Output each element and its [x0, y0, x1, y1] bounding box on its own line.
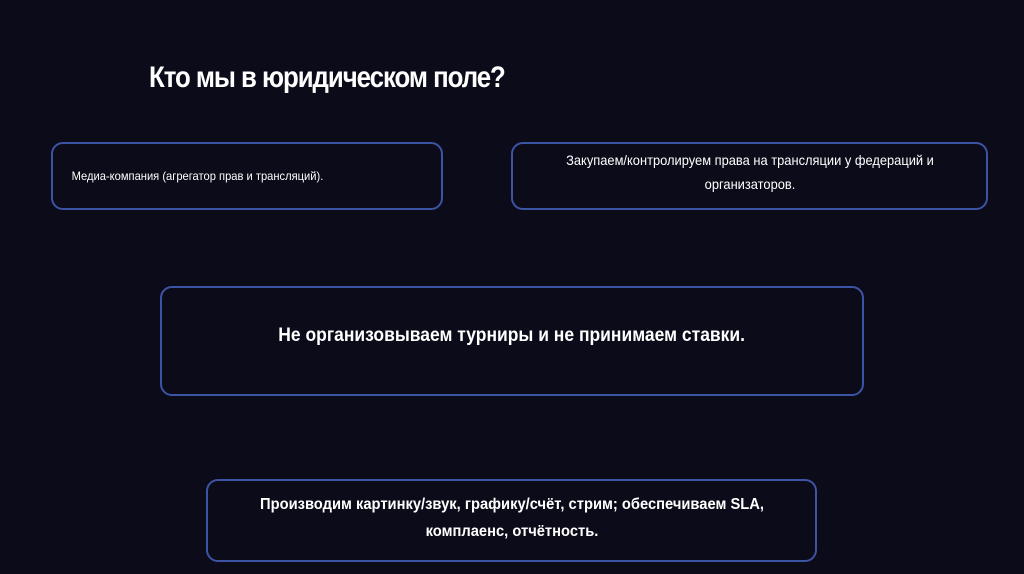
info-box-production-services [206, 479, 817, 562]
slide-title: Кто мы в юридическом поле? [149, 61, 505, 94]
info-box-no-tournaments-bets [160, 286, 864, 396]
info-box-text: Производим картинку/звук, графику/счёт, стрим; обеспечиваем SLA, комплаенс, отчётность. [259, 495, 764, 540]
info-box-media-company [51, 142, 443, 210]
info-box-text: Медиа-компания (агрегатор прав и трансляций). [71, 169, 324, 183]
info-box-rights-purchase [511, 142, 988, 210]
info-box-text: Закупаем/контролируем права на трансляции у федераций и организаторов. [565, 151, 934, 192]
info-box-text: Не организовываем турниры и не принимаем ставки. [278, 325, 746, 346]
